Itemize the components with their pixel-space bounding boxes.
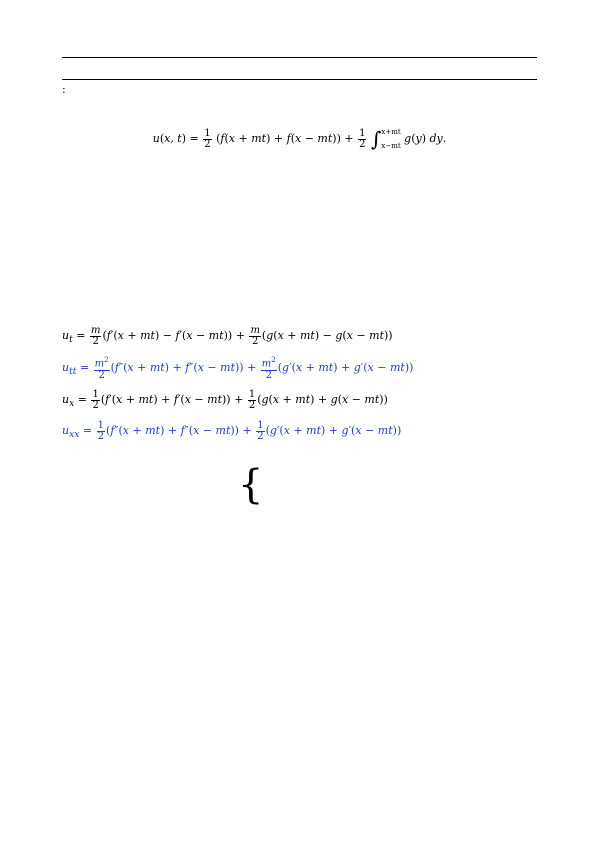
eq-ux: $u_x$ = $\frac{1}{2}$ (f′(x + mt) + f′(x − mt)) + $\frac{1}{2}$ (g(x + mt) + g(x − mt))	[62, 388, 388, 411]
header-rule	[62, 57, 537, 58]
equation-1: u(x, t) = $\frac{1}{2}$ (f(x + mt) + f(x − mt)) + $\frac{1}{2}$ ∫ x+mt x−mt g(y) dy.	[152, 127, 447, 151]
conditions-brace: {	[238, 462, 264, 508]
eq-utt: $u_{tt}$ = $\frac{m^2}{2}$ (f″(x + mt) + f″(x − mt)) + $\frac{m^2}{2}$ (g′(x + mt) + g′(x − mt))	[62, 356, 414, 381]
exercise-title: :	[62, 83, 66, 96]
eq-ut: $u_t$ = $\frac{m}{2}$ (f′(x + mt) − f′(x − mt)) + $\frac{m}{2}$ (g(x + mt) − g(x − mt))	[62, 324, 393, 347]
eq-uxx: $u_{xx}$ = $\frac{1}{2}$ (f″(x + mt) + f″(x − mt)) + $\frac{1}{2}$ (g′(x + mt) + g′(x − mt))	[62, 419, 402, 442]
names-rule	[62, 79, 537, 80]
